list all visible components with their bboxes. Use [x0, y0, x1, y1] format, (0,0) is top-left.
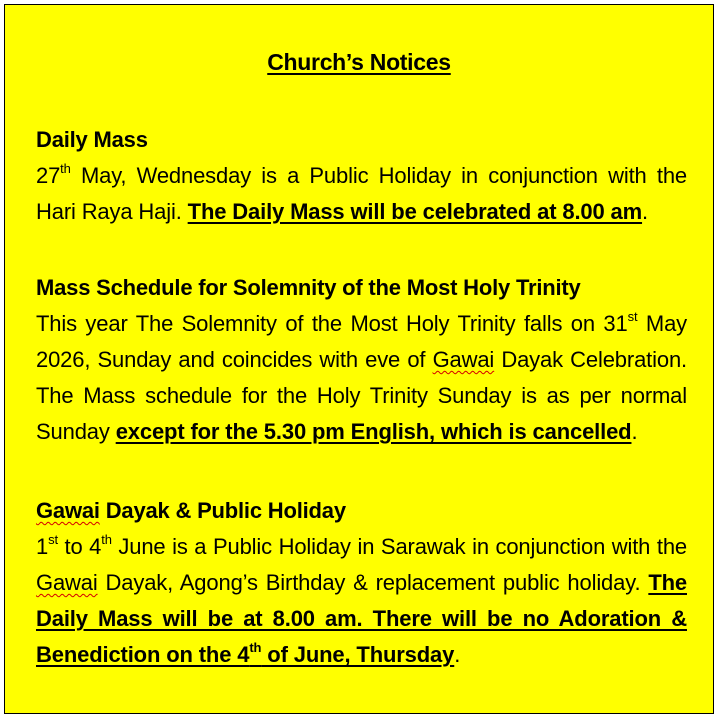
notice-board	[4, 4, 714, 714]
ordinal-suffix: th	[60, 160, 71, 176]
spellcheck-word: Gawai	[432, 347, 495, 372]
ordinal-suffix: st	[627, 308, 638, 324]
section-heading	[36, 493, 687, 529]
body-text: May 2026, Sunday and coincides with eve of	[36, 311, 687, 372]
section-heading: Mass Schedule for Solemnity of the Most Holy Trinity	[36, 275, 581, 300]
end-punctuation: .	[642, 199, 649, 224]
body-text: June is a Public Holiday in Sarawak in conjunction with the	[111, 534, 688, 559]
body-text: Dayak, Agong’s Birthday & replacement public holiday.	[97, 570, 649, 595]
spellcheck-word: Gawai	[36, 570, 98, 595]
emphasis-part: of June, Thursday	[261, 642, 455, 667]
emphasis-part: The Daily Mass will be at 8.00 am. There will be no Adoration & Benediction on the 4	[36, 570, 687, 667]
section-gawai-holiday	[36, 493, 687, 673]
body-text: This year The Solemnity of the Most Holy Trinity falls on 31	[36, 311, 628, 336]
ordinal-suffix: th	[249, 639, 262, 655]
date-day: 1	[36, 534, 49, 559]
ordinal-suffix: st	[48, 531, 58, 547]
spellcheck-word: Gawai	[36, 498, 100, 523]
section-trinity-schedule	[36, 270, 687, 450]
section-daily-mass	[36, 122, 687, 230]
body-text: to 4	[57, 534, 102, 559]
heading-text: Dayak & Public Holiday	[99, 498, 346, 523]
end-punctuation: .	[631, 419, 638, 444]
section-body	[36, 306, 687, 450]
section-heading: Daily Mass	[36, 127, 148, 152]
section-body	[36, 158, 687, 230]
date-day: 27	[36, 163, 61, 188]
body-text: May, Wednesday is a Public Holiday in conjunction with the Hari Raya Haji.	[36, 163, 687, 224]
page-title: Church’s Notices	[267, 49, 451, 75]
end-punctuation: .	[454, 642, 461, 667]
section-body	[36, 529, 687, 673]
emphasis-text: except for the 5.30 pm English, which is cancelled	[115, 419, 632, 444]
emphasis-text: The Daily Mass will be celebrated at 8.00 am	[187, 199, 643, 224]
ordinal-suffix: th	[101, 531, 112, 547]
body-text: Dayak Celebration. The Mass schedule for the Holy Trinity Sunday is as per normal Sunday	[36, 347, 687, 444]
